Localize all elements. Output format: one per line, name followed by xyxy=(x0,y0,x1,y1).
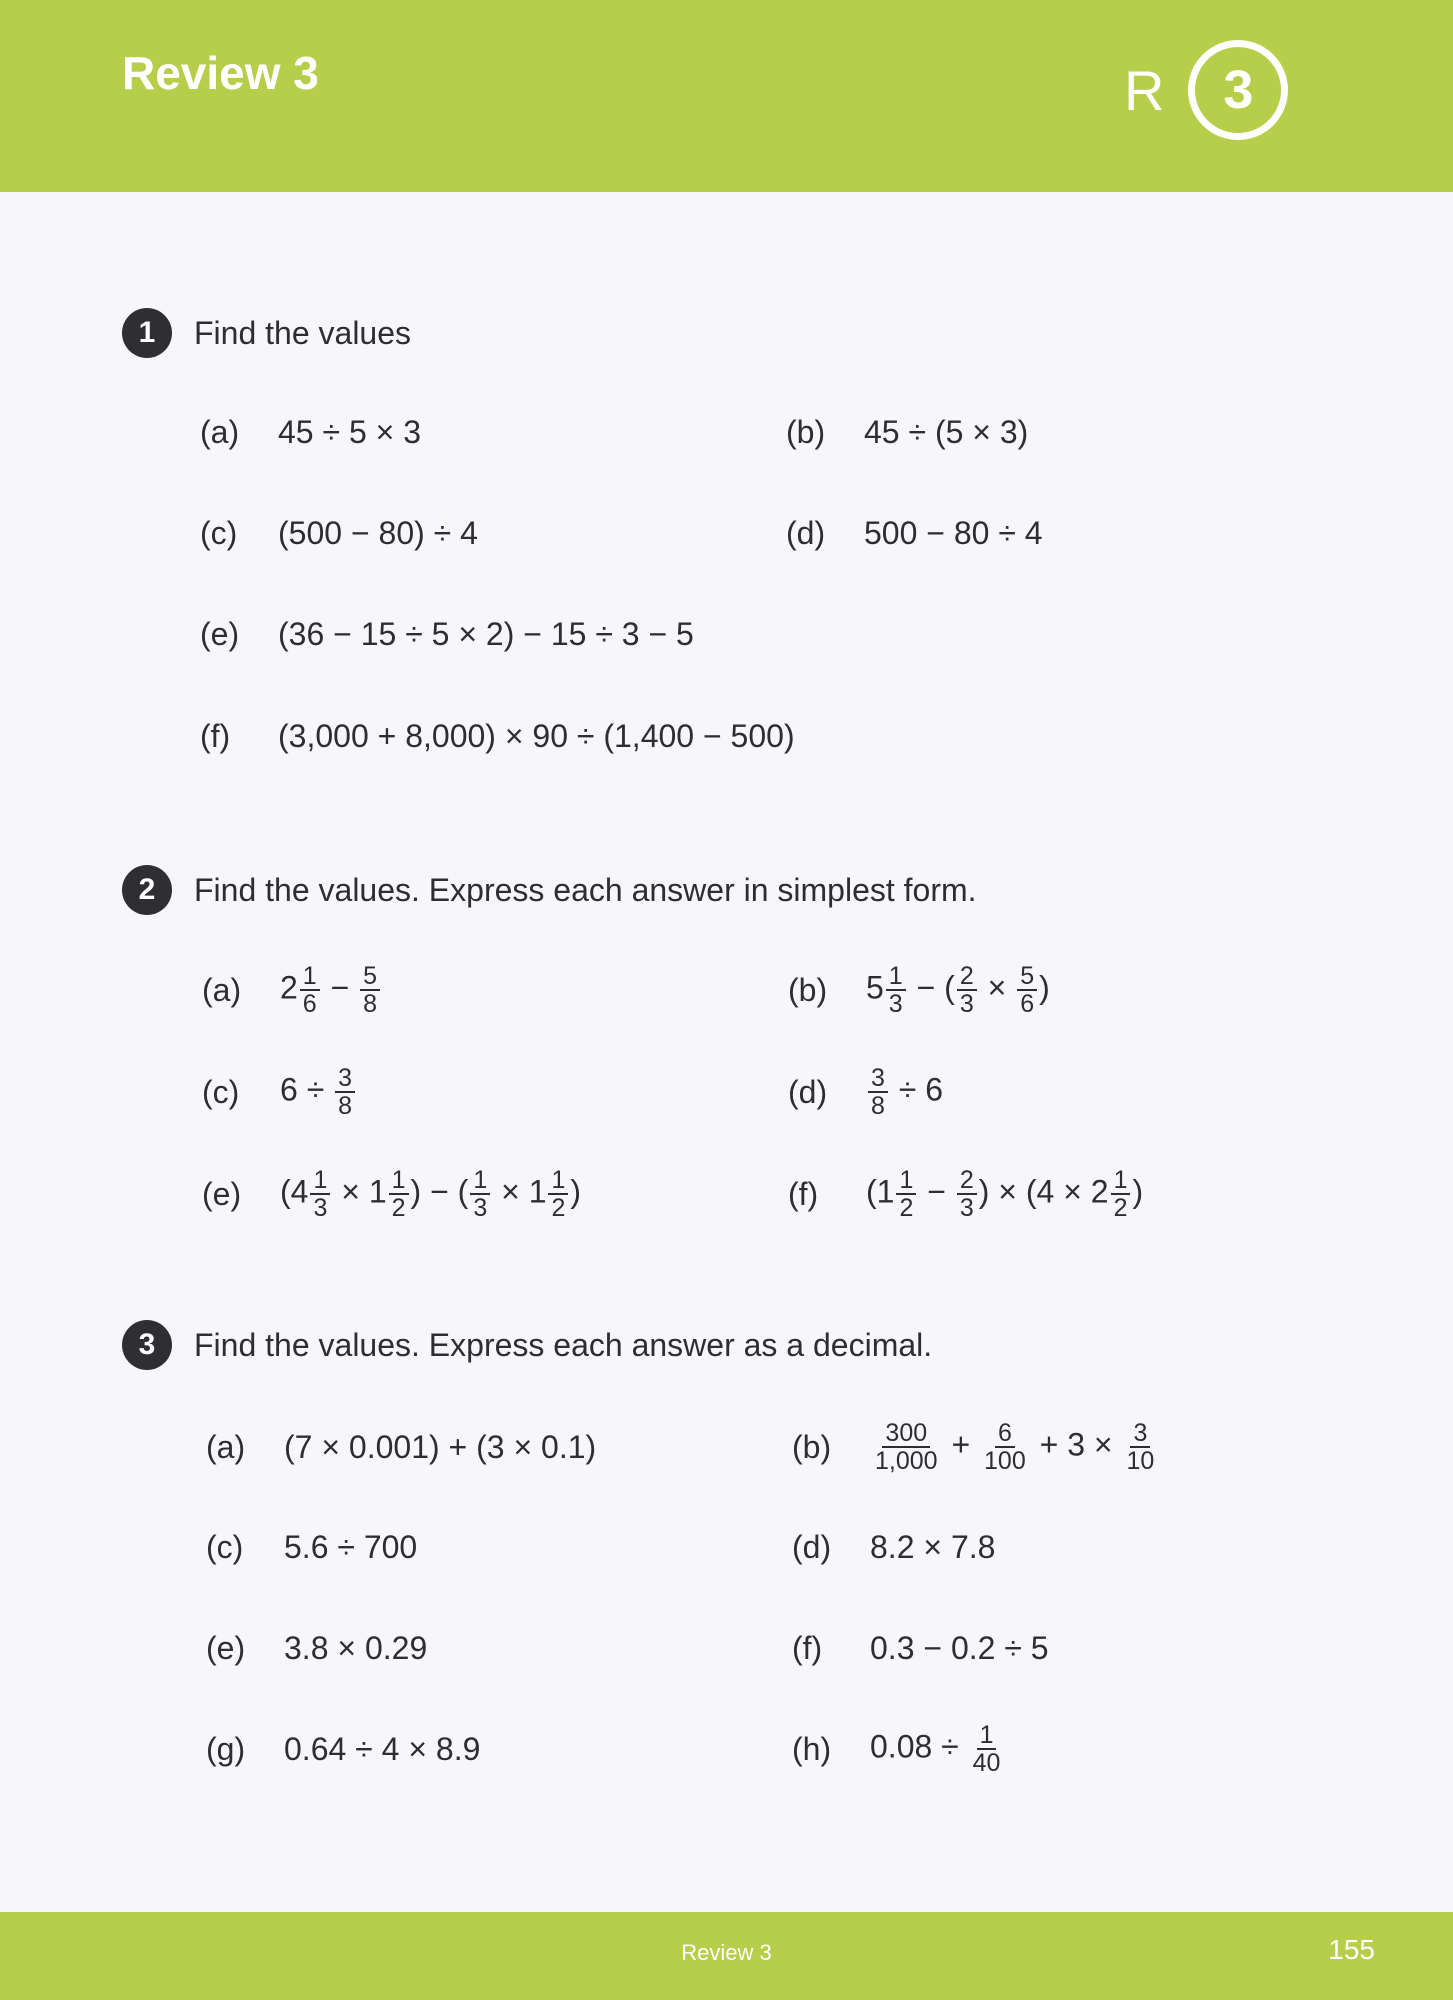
fraction: $\frac{3}{8}$ xyxy=(868,1065,888,1120)
item-label: (c) xyxy=(206,1528,244,1565)
review-letter: R xyxy=(1124,58,1165,122)
fraction: $\frac{1}{3}$ xyxy=(470,1167,490,1222)
item-label: (f) xyxy=(200,717,231,754)
q2-item-b xyxy=(788,950,1050,1030)
fraction: $\frac{1}{2}$ xyxy=(389,1167,409,1222)
item-expression: $\frac{300}{1,000}$ + $\frac{6}{100}$ + 3 × $\frac{3}{10}$ xyxy=(870,1420,1159,1475)
item-expression: 2 $\frac{1}{6}$ − $\frac{5}{8}$ xyxy=(280,963,382,1018)
question-2-header xyxy=(122,865,977,915)
q1-item-a xyxy=(200,392,421,472)
question-3 xyxy=(122,1320,932,1370)
fraction: $\frac{1}{40}$ xyxy=(972,1720,1001,1777)
fraction: $\frac{300}{1,000}$ xyxy=(875,1418,938,1475)
item-expression: 5 $\frac{1}{3}$ − ( $\frac{2}{3}$ × $\frac{5}{6}$ ) xyxy=(866,961,1050,1018)
fraction: $\frac{5}{8}$ xyxy=(360,963,380,1018)
q3-item-c xyxy=(206,1507,417,1587)
fraction: $\frac{1}{3}$ xyxy=(310,1167,330,1222)
item-expression: (4 $\frac{1}{3}$ × 1 $\frac{1}{2}$ ) − ( $\frac{1}{3}$ × 1 $\frac{1}{2}$ ) xyxy=(280,1165,582,1222)
question-number-badge: 3 xyxy=(122,1320,172,1370)
item-expression: (500 − 80) ÷ 4 xyxy=(278,514,478,551)
item-expression: 0.08 ÷ $\frac{1}{40}$ xyxy=(870,1722,1005,1777)
item-label: (e) xyxy=(200,615,240,652)
item-label: (e) xyxy=(202,1175,242,1212)
fraction: $\frac{1}{2}$ xyxy=(896,1167,916,1222)
item-label: (h) xyxy=(792,1730,832,1767)
q3-item-b xyxy=(792,1407,1159,1487)
q3-item-d xyxy=(792,1507,995,1587)
item-label: (f) xyxy=(788,1175,819,1212)
q2-item-a xyxy=(202,950,382,1030)
fraction: $\frac{3}{8}$ xyxy=(335,1065,355,1120)
item-label: (b) xyxy=(792,1428,832,1465)
item-label: (e) xyxy=(206,1629,246,1666)
item-label: (d) xyxy=(792,1528,832,1565)
q2-item-f xyxy=(788,1154,1143,1234)
item-label: (d) xyxy=(788,1073,828,1110)
q3-item-f xyxy=(792,1608,1049,1688)
item-label: (a) xyxy=(206,1428,246,1465)
review-badge xyxy=(1124,40,1288,140)
q3-item-g xyxy=(206,1709,480,1789)
item-expression: (7 × 0.001) + (3 × 0.1) xyxy=(284,1428,597,1465)
item-label: (c) xyxy=(200,514,238,551)
q1-item-f xyxy=(200,696,795,776)
fraction: $\frac{5}{6}$ xyxy=(1017,963,1037,1018)
item-label: (b) xyxy=(786,413,826,450)
item-label: (a) xyxy=(200,413,240,450)
item-expression: 0.64 ÷ 4 × 8.9 xyxy=(284,1730,481,1767)
header-banner xyxy=(0,0,1453,192)
review-number-circle: 3 xyxy=(1188,40,1288,140)
item-label: (f) xyxy=(792,1629,823,1666)
item-expression: 3.8 × 0.29 xyxy=(284,1629,428,1666)
q2-item-d xyxy=(788,1052,943,1132)
question-prompt: Find the values xyxy=(194,314,412,351)
item-expression: 500 − 80 ÷ 4 xyxy=(864,514,1043,551)
item-expression: 0.3 − 0.2 ÷ 5 xyxy=(870,1629,1049,1666)
question-prompt: Find the values. Express each answer as a decimal. xyxy=(194,1326,933,1363)
item-label: (d) xyxy=(786,514,826,551)
fraction: $\frac{3}{10}$ xyxy=(1126,1418,1155,1475)
q2-item-e xyxy=(202,1154,581,1234)
item-label: (c) xyxy=(202,1073,240,1110)
q2-item-c xyxy=(202,1052,357,1132)
question-2 xyxy=(122,865,977,915)
question-prompt: Find the values. Express each answer in simplest form. xyxy=(194,871,977,908)
question-1-header xyxy=(122,308,411,358)
item-expression: $\frac{3}{8}$ ÷ 6 xyxy=(866,1065,943,1120)
fraction: $\frac{1}{2}$ xyxy=(1111,1167,1131,1222)
item-expression: 6 ÷ $\frac{3}{8}$ xyxy=(280,1065,357,1120)
fraction: $\frac{1}{6}$ xyxy=(300,963,320,1018)
fraction: $\frac{2}{3}$ xyxy=(957,1167,977,1222)
q1-item-c xyxy=(200,493,478,573)
item-label: (a) xyxy=(202,971,242,1008)
item-expression: 45 ÷ (5 × 3) xyxy=(864,413,1029,450)
fraction: $\frac{6}{100}$ xyxy=(984,1418,1026,1475)
q1-item-e xyxy=(200,594,694,674)
page-title: Review 3 xyxy=(122,47,319,99)
item-expression: (1 $\frac{1}{2}$ − $\frac{2}{3}$ ) × (4 × 2 $\frac{1}{2}$ ) xyxy=(866,1165,1144,1222)
item-expression: 5.6 ÷ 700 xyxy=(284,1528,418,1565)
item-expression: 8.2 × 7.8 xyxy=(870,1528,996,1565)
footer-label: Review 3 xyxy=(681,1940,772,1965)
item-expression: (36 − 15 ÷ 5 × 2) − 15 ÷ 3 − 5 xyxy=(278,615,694,652)
footer-banner xyxy=(0,1912,1453,2000)
q3-item-h xyxy=(792,1709,1005,1789)
question-3-header xyxy=(122,1320,932,1370)
fraction: $\frac{1}{2}$ xyxy=(548,1167,568,1222)
question-number-badge: 1 xyxy=(122,308,172,358)
item-expression: 45 ÷ 5 × 3 xyxy=(278,413,421,450)
question-1 xyxy=(122,308,411,358)
item-expression: (3,000 + 8,000) × 90 ÷ (1,400 − 500) xyxy=(278,717,795,754)
page-number: 155 xyxy=(1328,1934,1375,1965)
fraction: $\frac{2}{3}$ xyxy=(957,963,977,1018)
item-label: (b) xyxy=(788,971,828,1008)
question-number-badge: 2 xyxy=(122,865,172,915)
fraction: $\frac{1}{3}$ xyxy=(886,963,906,1018)
q3-item-a xyxy=(206,1407,596,1487)
q1-item-d xyxy=(786,493,1043,573)
q3-item-e xyxy=(206,1608,427,1688)
q1-item-b xyxy=(786,392,1028,472)
item-label: (g) xyxy=(206,1730,246,1767)
